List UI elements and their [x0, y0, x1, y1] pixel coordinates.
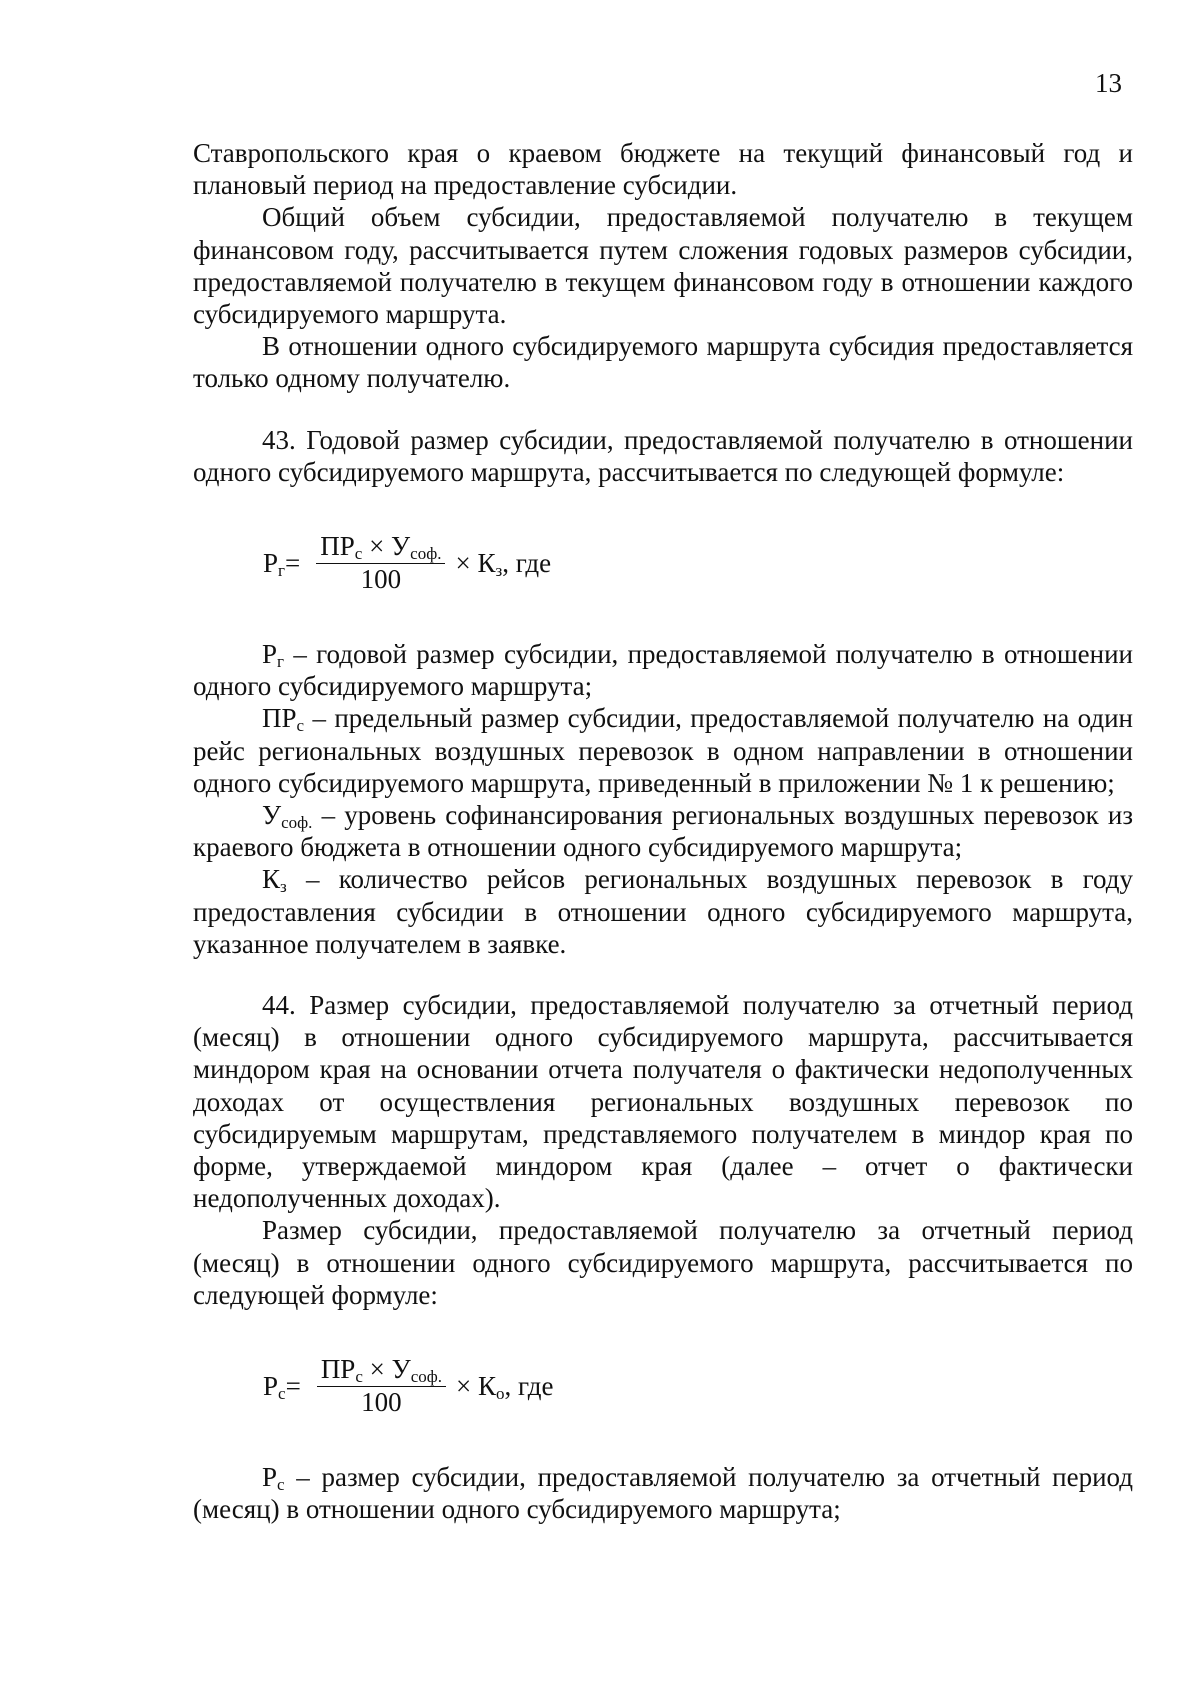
formula-annual — [193, 524, 1133, 602]
formula-monthly — [193, 1347, 1133, 1425]
definition-usof: $У_{соф.}$ – уровень софинансирования региональных воздушных перевозок из краевого бюджета в отношении одного субсидируемого маршрута; — [193, 800, 1133, 863]
formula-annual-denominator: 100 — [360, 564, 402, 595]
formula-monthly-numerator: $ПР_с \times У_{соф.}$ — [317, 1354, 446, 1387]
paragraph-single-recipient: В отношении одного субсидируемого маршрута субсидия предоставляется только одному получателю. — [193, 331, 1133, 394]
formula-annual-rhs: × $К_з$, где — [455, 547, 552, 580]
paragraph-monthly-size: Размер субсидии, предоставляемой получателю за отчетный период (месяц) в отношении одного субсидируемого маршрута, рассчитывается по следующей формуле: — [193, 1215, 1133, 1310]
formula-annual-fraction — [316, 531, 445, 595]
paragraph-continuation: Ставропольского края о краевом бюджете на текущий финансовый год и плановый период на предоставление субсидии. — [193, 138, 1133, 201]
formula-monthly-denominator: 100 — [361, 1387, 402, 1418]
definition-prc: $ПР_с$ – предельный размер субсидии, предоставляемой получателю на один рейс региональных воздушных перевозок в одном направлении в отношении одного субсидируемого маршрута, приведенный в приложении № 1 к решению; — [193, 703, 1133, 798]
definition-kz: $К_з$ – количество рейсов региональных воздушных перевозок в году предоставления субсидии в отношении одного субсидируемого маршрута, указанное получателем в заявке. — [193, 864, 1133, 959]
definition-pg: $Р_г$ – годовой размер субсидии, предоставляемой получателю в отношении одного субсидируемого маршрута; — [193, 639, 1133, 702]
page-number: 13 — [1095, 68, 1122, 98]
document-body — [193, 137, 1133, 1526]
paragraph-44: 44. Размер субсидии, предоставляемой получателю за отчетный период (месяц) в отношении одного субсидируемого маршрута, рассчитывается миндором края на основании отчета получателя о фактически недополученных доходах от осуществления региональных воздушных перевозок по субсидируемым маршрутам, представляемого получателем в миндор края по форме, утверждаемой миндором края (далее – отчет о фактически недополученных доходах). — [193, 990, 1133, 1214]
formula-monthly-rhs: × $К_о$, где — [456, 1370, 554, 1403]
formula-annual-numerator: $ПР_с \times У_{соф.}$ — [316, 531, 445, 564]
paragraph-43: 43. Годовой размер субсидии, предоставляемой получателю в отношении одного субсидируемого маршрута, рассчитывается по следующей формуле: — [193, 424, 1133, 487]
paragraph-total-volume: Общий объем субсидии, предоставляемой получателю в текущем финансовом году, рассчитывается путем сложения годовых размеров субсидии, предоставляемой получателю в текущем финансовом году в отношении каждого субсидируемого маршрута. — [193, 202, 1133, 330]
definition-pc: $Р_с$ – размер субсидии, предоставляемой получателю за отчетный период (месяц) в отношении одного субсидируемого маршрута; — [193, 1462, 1133, 1525]
formula-monthly-fraction — [317, 1354, 446, 1418]
formula-monthly-lhs: $Р_с=$ — [263, 1370, 301, 1403]
formula-annual-lhs: $Р_г=$ — [263, 547, 301, 580]
